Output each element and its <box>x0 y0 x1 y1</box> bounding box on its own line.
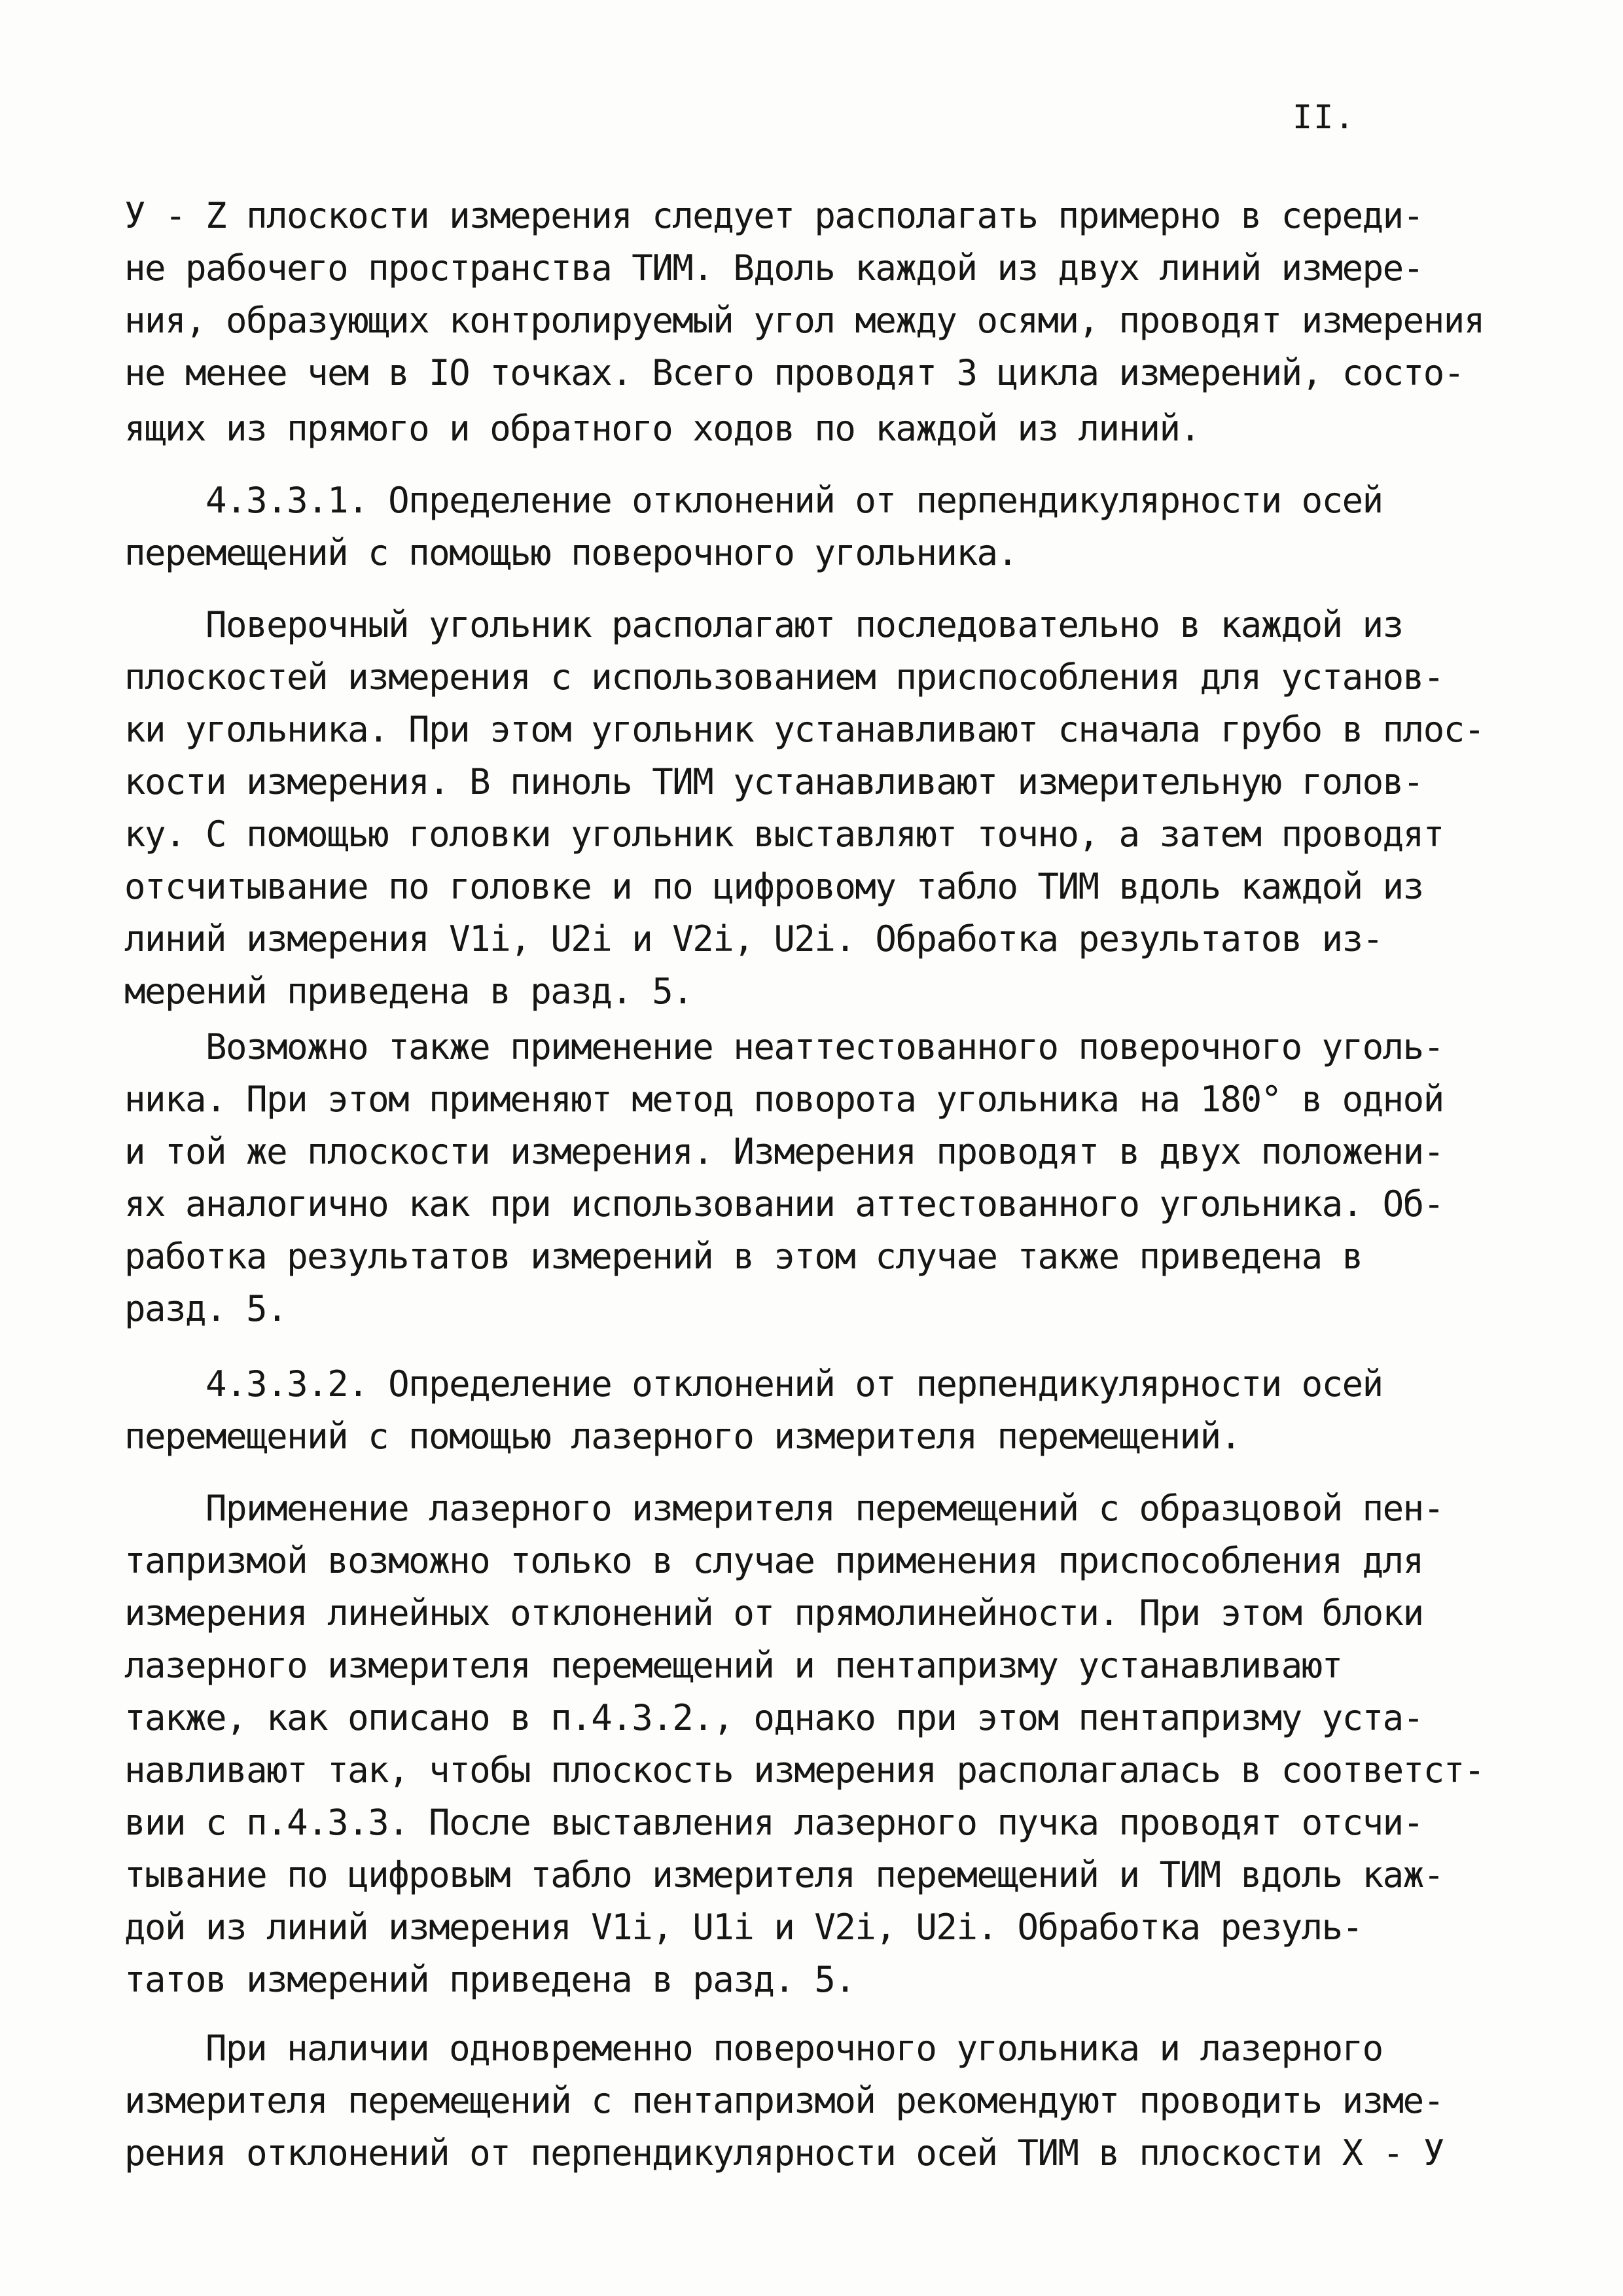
text-line: не рабочего пространства ТИМ. Вдоль каждой из двух линий измере- <box>124 247 1423 289</box>
text-line: кости измерения. В пиноль ТИМ устанавливают измерительную голов- <box>124 761 1423 802</box>
text-line: лазерного измерителя перемещений и пентапризму устанавливают <box>124 1645 1342 1686</box>
text-line: тывание по цифровым табло измерителя перемещений и ТИМ вдоль каж- <box>124 1854 1444 1895</box>
text-line: не менее чем в IO точках. Всего проводят 3 цикла измерений, состо- <box>124 352 1464 393</box>
text-line: мерений приведена в разд. 5. <box>124 971 693 1012</box>
text-line: ящих из прямого и обратного ходов по каждой из линий. <box>124 408 1200 449</box>
text-line: плоскостей измерения с использованием приспособления для установ- <box>124 656 1444 698</box>
text-line: отсчитывание по головке и по цифровому табло ТИМ вдоль каждой из <box>124 866 1423 907</box>
text-line: измерения линейных отклонений от прямолинейности. При этом блоки <box>124 1592 1423 1634</box>
text-line: также, как описано в п.4.3.2., однако при этом пентапризму уста- <box>124 1697 1423 1738</box>
text-line: ния, образующих контролируемый угол между осями, проводят измерения <box>124 300 1484 341</box>
text-line: разд. 5. <box>124 1288 287 1329</box>
text-line: работка результатов измерений в этом случае также приведена в <box>124 1236 1363 1277</box>
text-line: и той же плоскости измерения. Измерения проводят в двух положени- <box>124 1131 1444 1172</box>
section-heading: перемещений с помощью поверочного угольника. <box>124 532 1018 573</box>
section-heading: 4.3.3.1. Определение отклонений от перпендикулярности осей <box>124 480 1383 521</box>
text-line: Поверочный угольник располагают последовательно в каждой из <box>124 604 1403 645</box>
text-line: дой из линий измерения V1i, U1i и V2i, U2i. Обработка резуль- <box>124 1907 1363 1948</box>
text-line: У - Z плоскости измерения следует располагать примерно в середи- <box>124 195 1423 236</box>
section-heading: перемещений с помощью лазерного измерителя перемещений. <box>124 1416 1241 1457</box>
text-line: ях аналогично как при использовании аттестованного угольника. Об- <box>124 1183 1444 1225</box>
text-line: рения отклонений от перпендикулярности осей ТИМ в плоскости Х - У <box>124 2132 1444 2174</box>
text-line: навливают так, чтобы плоскость измерения располагалась в соответст- <box>124 1749 1484 1791</box>
text-line: татов измерений приведена в разд. 5. <box>124 1959 855 2000</box>
text-line: тапризмой возможно только в случае применения приспособления для <box>124 1540 1423 1581</box>
text-line: линий измерения V1i, U2i и V2i, U2i. Обработка результатов из- <box>124 918 1383 960</box>
text-line: вии с п.4.3.3. После выставления лазерного пучка проводят отсчи- <box>124 1802 1423 1843</box>
text-line: Применение лазерного измерителя перемещений с образцовой пен- <box>124 1488 1444 1529</box>
text-line: ника. При этом применяют метод поворота угольника на 180° в одной <box>124 1079 1444 1120</box>
page-number: II. <box>1293 98 1356 136</box>
text-line: При наличии одновременно поверочного угольника и лазерного <box>124 2028 1383 2069</box>
section-heading: 4.3.3.2. Определение отклонений от перпендикулярности осей <box>124 1363 1383 1405</box>
text-line: ки угольника. При этом угольник устанавливают сначала грубо в плос- <box>124 709 1484 750</box>
text-line: измерителя перемещений с пентапризмой рекомендуют проводить изме- <box>124 2080 1444 2121</box>
text-line: Возможно также применение неаттестованного поверочного уголь- <box>124 1026 1444 1067</box>
text-line: ку. С помощью головки угольник выставляют точно, а затем проводят <box>124 814 1444 855</box>
